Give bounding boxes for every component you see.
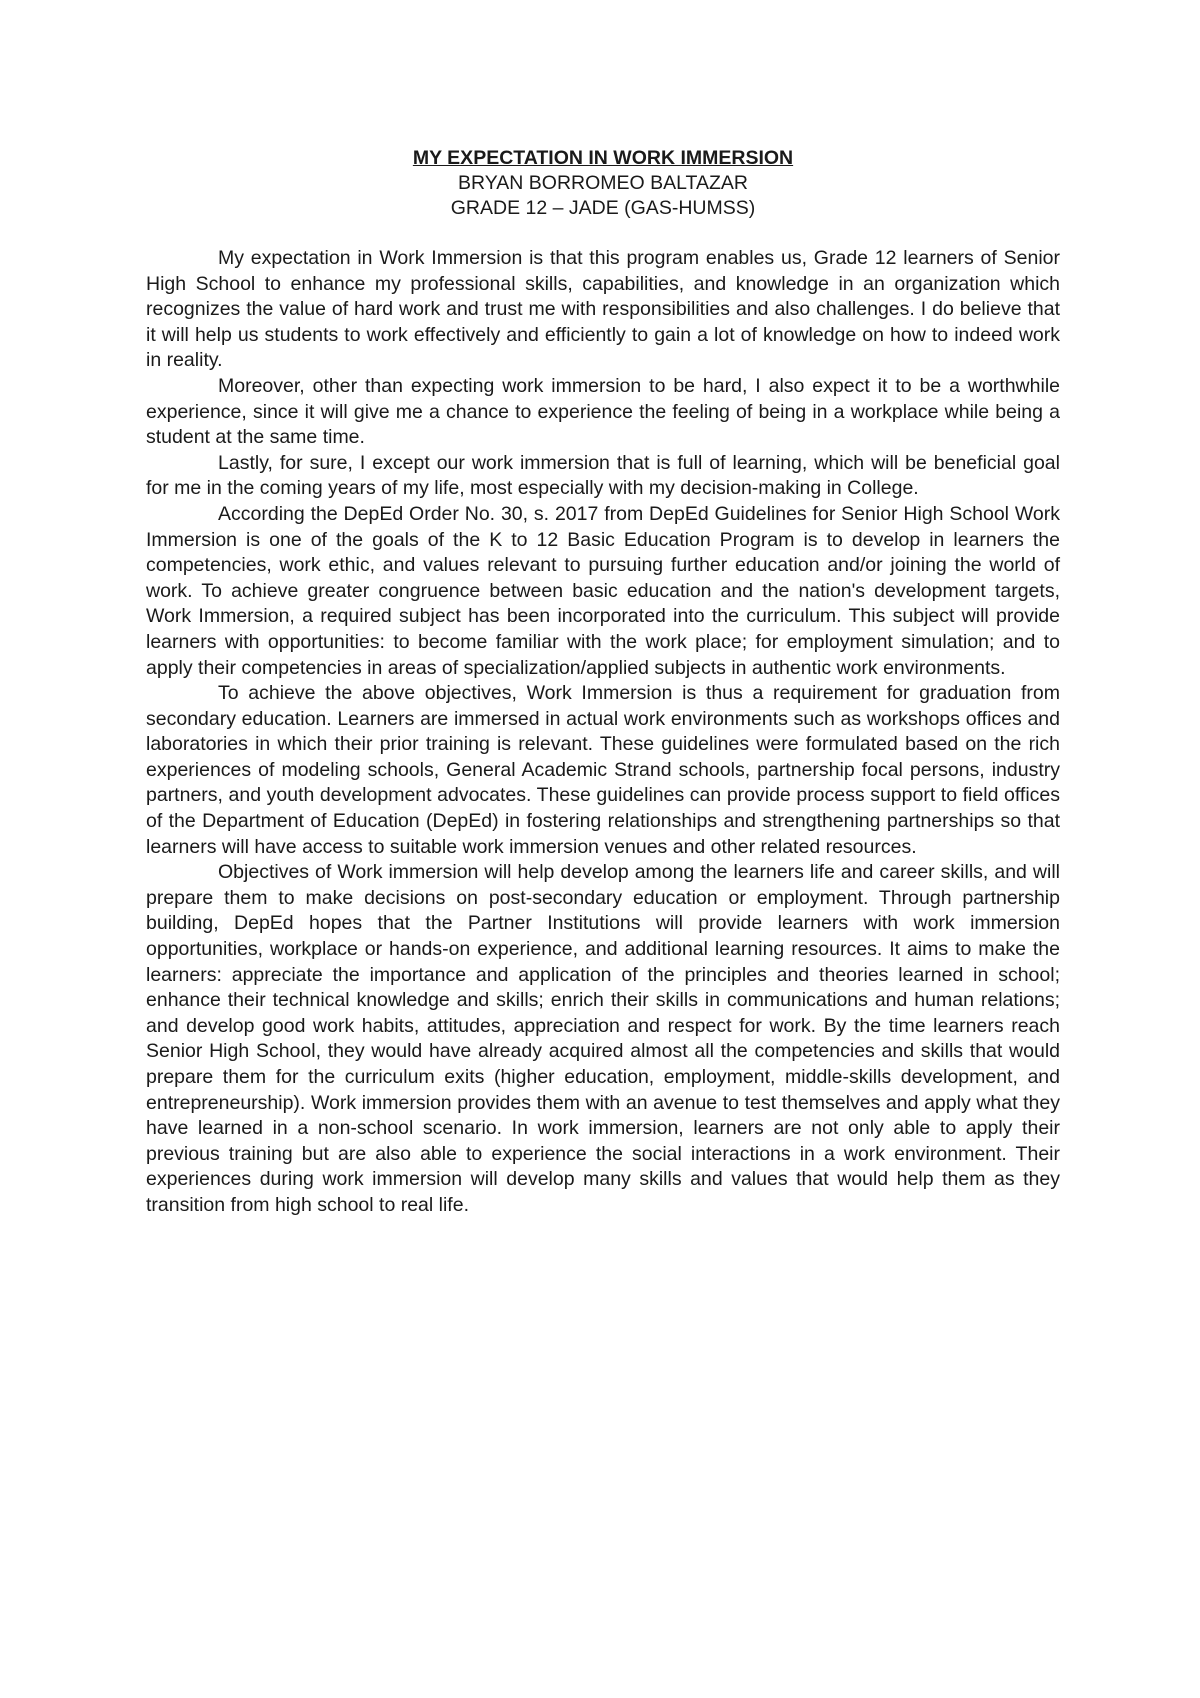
paragraph-lastly: Lastly, for sure, I except our work immersion that is full of learning, which will be beneficial goal for me in the coming years of my life, most especially with my decision-making in College. xyxy=(146,451,1060,500)
grade-section: GRADE 12 – JADE (GAS-HUMSS) xyxy=(450,197,756,219)
document-title: MY EXPECTATION IN WORK IMMERSION xyxy=(412,147,794,169)
paragraph-objectives-of-work-immersion: Objectives of Work immersion will help develop among the learners life and career skills, and will prepare them to make decisions on post-secondary education or employment. Through partnership building, DepEd hopes that the Partner Institutions will provide learners with work immersion opportunities, workplace or hands-on experience, and additional learning resources. It aims to make the learners: appreciate the importance and application of the principles and theories learned in school; enhance their technical knowledge and skills; enrich their skills in communications and human relations; and develop good work habits, attitudes, appreciation and respect for work. By the time learners reach Senior High School, they would have already acquired almost all the competencies and skills that would prepare them for the curriculum exits (higher education, employment, middle-skills development, and entrepreneurship). Work immersion provides them with an avenue to test themselves and apply what they have learned in a non-school scenario. In work immersion, learners are not only able to apply their previous training but are also able to experience the social interactions in a work environment. Their experiences during work immersion will develop many skills and values that would help them as they transition from high school to real life. xyxy=(146,861,1060,1216)
paragraph-deped-order: According the DepEd Order No. 30, s. 2017 from DepEd Guidelines for Senior High School Work Immersion is one of the goals of the K to 12 Basic Education Program is to develop in learners the competencies, work ethic, and values relevant to pursuing further education and/or joining the world of work. To achieve greater congruence between basic education and the nation's development targets, Work Immersion, a required subject has been incorporated into the curriculum. This subject will provide learners with opportunities: to become familiar with the work place; for employment simulation; and to apply their competencies in areas of specialization/applied subjects in authentic work environments. xyxy=(146,502,1060,679)
paragraph-expectation: My expectation in Work Immersion is that this program enables us, Grade 12 learners of Senior High School to enhance my professional skills, capabilities, and knowledge in an organization which recognizes the value of hard work and trust me with responsibilities and also challenges. I do believe that it will help us students to work effectively and efficiently to gain a lot of knowledge on how to indeed work in reality. xyxy=(146,247,1060,372)
paragraph-moreover: Moreover, other than expecting work immersion to be hard, I also expect it to be a worthwhile experience, since it will give me a chance to experience the feeling of being in a workplace while being a student at the same time. xyxy=(146,374,1060,449)
spacer xyxy=(146,221,1060,246)
document-body xyxy=(146,146,1060,1219)
author-name: BRYAN BORROMEO BALTAZAR xyxy=(457,172,749,194)
paragraph-objectives-requirement: To achieve the above objectives, Work Immersion is thus a requirement for graduation from secondary education. Learners are immersed in actual work environments such as workshops offices and laboratories in which their prior training is relevant. These guidelines were formulated based on the rich experiences of modeling schools, General Academic Strand schools, partnership focal persons, industry partners, and youth development advocates. These guidelines can provide process support to field offices of the Department of Education (DepEd) in fostering relationships and strengthening partnerships so that learners will have access to suitable work immersion venues and other related resources. xyxy=(146,682,1060,858)
